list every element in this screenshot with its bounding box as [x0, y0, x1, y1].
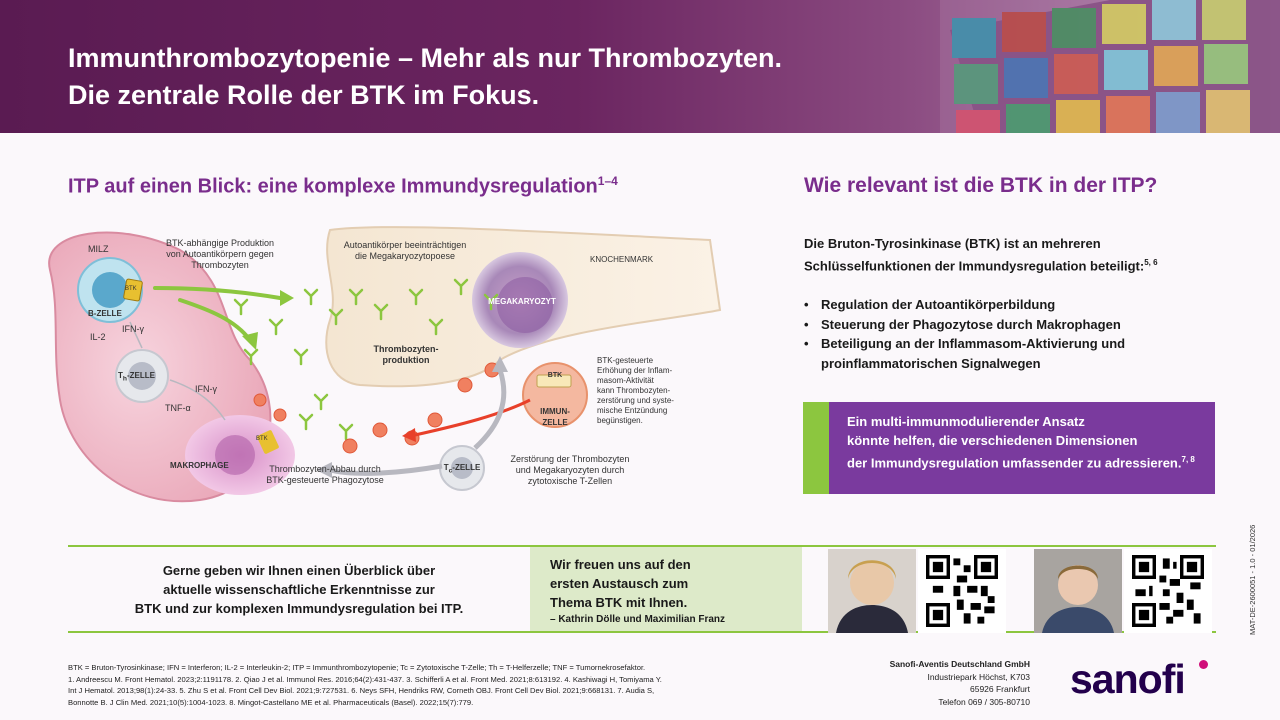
label-zerstoerung: Zerstörung der Thrombozyten und Megakaryozyten durch zytotoxische T-Zellen — [510, 454, 630, 486]
label-makrophage: MAKROPHAGE — [170, 461, 229, 470]
qr-code-maximilian[interactable] — [1124, 549, 1212, 633]
contact-message: Wir freuen uns auf den ersten Austausch zum Thema BTK mit Ihnen. – Kathrin Dölle und Maximilian Franz — [530, 547, 802, 631]
label-btk-macro: BTK — [256, 436, 268, 442]
contact-strip — [68, 545, 1216, 633]
label-il2: IL-2 — [90, 332, 106, 342]
label-b-zelle: B-ZELLE — [88, 309, 122, 318]
label-tnf: TNF-α — [165, 403, 191, 413]
page-title: Immunthrombozytopenie – Mehr als nur Thrombozyten. Die zentrale Rolle der BTK im Fokus. — [68, 43, 783, 110]
label-abbau: Thrombozyten-Abbau durch BTK-gesteuerte Phagozytose — [266, 464, 384, 485]
label-btk-bcell: BTK — [125, 286, 137, 292]
header-banner — [0, 0, 1280, 133]
label-knochenmark: KNOCHENMARK — [590, 255, 654, 264]
label-thrombozytenproduktion: Thrombozyten- produktion — [373, 344, 439, 365]
list-item: • Beteiligung an der Inflammasom-Aktivierung und proinflammatorischen Signalwegen — [804, 334, 1204, 373]
label-btk-production: BTK-abhängige Produktion von Autoantikörpern gegen Thrombozyten — [165, 238, 275, 270]
btk-function-list — [804, 295, 1204, 373]
label-btk-inflammasom: BTK-gesteuerte Erhöhung der Inflam- masom-Aktivität kann Thrombozyten- zerstörung und syste- mische Entzündung begünstigen. — [597, 356, 674, 425]
label-ifn-1: IFN-γ — [122, 324, 144, 334]
footnote-references: BTK = Bruton-Tyrosinkinase; IFN = Interferon; IL-2 = Interleukin-2; ITP = Immunthrombozytopenie; Tc = Zytotoxische T-Zelle; Th = T-Helferzelle; TNF = Tumornekrosefaktor. 1. Andreescu M. Front Hematol. 2023;2:1191178. 2. Qiao J et al. Immunol Res. 2016;64(2):431-437. 3. Schifferli A et al. Front Med. 2021;8:613192. 4. Kashiwagi H, Tomiyama Y. Int J Hematol. 2013;98(1):24-33. 5. Zhu S et al. Front Cell Dev Biol. 2021;9:727531. 6. Neys SFH, Hendriks RW, Corneth OBJ. Front Cell Dev Biol. 2021;9:668131. 7. Audia S, Bonnotte B. J Clin Med. 2021;10(5):1004-1023. 8. Mingot-Castellano ME et al. Pharmaceuticals (Basel). 2022;15(7):779. — [68, 663, 662, 707]
avatar-kathrin — [828, 549, 916, 633]
sanofi-logo: sanofi — [1070, 656, 1185, 702]
list-item: • Steuerung der Phagozytose durch Makrophagen — [804, 315, 1204, 335]
qr-code-kathrin[interactable] — [918, 549, 1006, 633]
logo-dot-icon — [1199, 660, 1208, 669]
material-code: MAT-DE-2600051 - 1.0 - 01/2026 — [1248, 524, 1257, 635]
label-th-zelle: $T_h$-ZELLE — [118, 371, 155, 383]
overview-offer-text: Gerne geben wir Ihnen einen Überblick über aktuelle wissenschaftliche Erkenntnisse zur BTK und zur komplexen Immundysregulation bei ITP. — [134, 562, 464, 616]
left-section-heading: ITP auf einen Blick: eine komplexe Immundysregulation$^{1-4}$ — [68, 174, 618, 198]
label-immunzelle: IMMUN- ZELLE — [540, 407, 570, 427]
label-autoantikoerper: Autoantikörper beeinträchtigen die Megakaryozytopoese — [343, 240, 467, 261]
itp-diagram — [30, 210, 750, 510]
right-section-heading: Wie relevant ist die BTK in der ITP? — [804, 174, 1158, 197]
label-tc-zelle: $T_c$-ZELLE — [443, 463, 481, 475]
callout-box: Ein multi-immunmodulierender Ansatz könnte helfen, die verschiedenen Dimensionen der Immundysregulation umfassender zu adressieren.$^{7, 8}$ — [803, 402, 1215, 494]
label-btk-immune: BTK — [547, 372, 563, 379]
label-ifn-2: IFN-γ — [195, 384, 217, 394]
company-address: Sanofi-Aventis Deutschland GmbH Industriepark Höchst, K703 65926 Frankfurt Telefon 069 / 305-80710 — [889, 659, 1030, 707]
rubiks-cube-image — [940, 0, 1280, 133]
label-milz: MILZ — [88, 244, 109, 254]
label-megakaryozyt: MEGAKARYOZYT — [488, 297, 556, 306]
btk-intro: Die Bruton-Tyrosinkinase (BTK) ist an mehreren Schlüsselfunktionen der Immundysregulation beteiligt:$^{5, 6}$ — [804, 236, 1158, 274]
list-item: • Regulation der Autoantikörperbildung — [804, 295, 1204, 315]
avatar-maximilian — [1034, 549, 1122, 633]
